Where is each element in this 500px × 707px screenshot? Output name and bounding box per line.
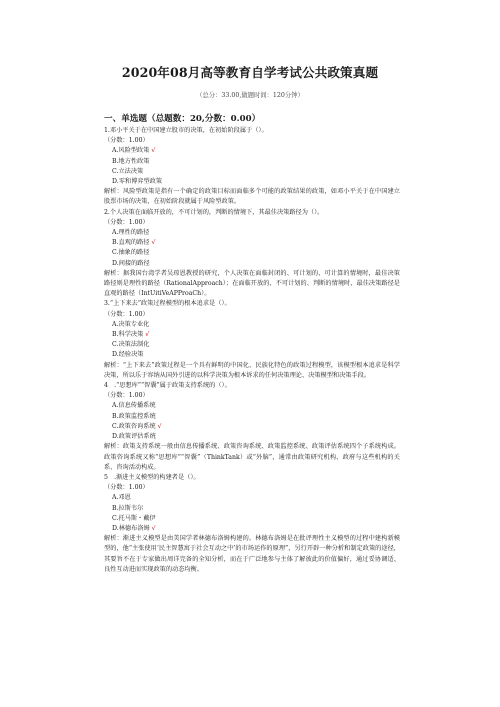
question-stem: 5 .渐进主义模型的构建者是（）。 bbox=[104, 473, 200, 481]
option-text: D.政策评估系统 bbox=[112, 433, 156, 441]
option-text: C.立法决策 bbox=[112, 167, 144, 175]
answer-option bbox=[104, 146, 400, 156]
question-item bbox=[104, 126, 400, 208]
answer-option bbox=[104, 504, 400, 514]
option-text: D.林德布洛姆 bbox=[112, 524, 150, 532]
correct-mark: √ bbox=[157, 422, 162, 430]
answer-option bbox=[104, 177, 400, 187]
answer-option bbox=[104, 167, 400, 177]
answer-analysis: 解析：据我国台湾学者吴琼恩教授的研究，个人决策在面临封闭的、可计划的、可计算的情境时，最佳决策路径则是理性的路径（RationalApproach）；在面临开放的、不可计划的、判断的情境时，最佳决策路径是直观的路径（IntUitiVeAPProaCh）。 bbox=[104, 269, 400, 298]
exam-meta: （总分：33.00,做题时间：120分钟） bbox=[196, 92, 304, 99]
option-text: B.拉斯韦尔 bbox=[112, 504, 144, 512]
option-text: C.决策法制化 bbox=[112, 341, 150, 349]
answer-analysis: 解析：“上下来去”政策过程是一个具有鲜明的中国化、民族化特色的政策过程模型，该模型根本追求是科学决策，所以乐于容纳从国外引进的以科学决策为根本诉求的任何决策理论、决策模型和决策手段。 bbox=[104, 361, 400, 379]
correct-mark: √ bbox=[151, 239, 156, 247]
answer-option bbox=[104, 350, 400, 360]
option-text: D.零和博弈型政策 bbox=[112, 178, 163, 186]
answer-option bbox=[104, 401, 400, 411]
question-score: （分数：1.00） bbox=[104, 310, 149, 318]
answer-option bbox=[104, 228, 400, 238]
question-stem: 2.个人决策在面临开放的，不可计划的，判断的情境下，其最佳决策路径为（）。 bbox=[104, 208, 324, 216]
question-item bbox=[104, 208, 400, 300]
question-score: （分数：1.00） bbox=[104, 137, 149, 145]
answer-option bbox=[104, 432, 400, 442]
answer-option bbox=[104, 422, 400, 432]
option-text: A.决策专业化 bbox=[112, 320, 150, 328]
answer-analysis: 解析：政策支持系统一般由信息传播系统、政策咨询系统、政策监控系统、政策评估系统四个子系统构成。政策咨询系统又称“思想库”“智囊”（ThinkTank）或“外脑”，通常由政策研究机构、政府与这些机构的关系、咨询活动构成。 bbox=[104, 443, 400, 471]
answer-option bbox=[104, 259, 400, 269]
question-item bbox=[104, 381, 400, 473]
correct-mark: √ bbox=[145, 331, 150, 339]
option-text: A.邓恩 bbox=[112, 494, 131, 502]
answer-option bbox=[104, 248, 400, 258]
option-text: A.信息传播系统 bbox=[112, 402, 156, 410]
option-text: B.直观的路径 bbox=[112, 239, 150, 247]
question-score: （分数：1.00） bbox=[104, 484, 149, 492]
section-heading: 一、单选题（总题数：20,分数：0.00） bbox=[104, 114, 261, 124]
correct-mark: √ bbox=[151, 524, 156, 532]
answer-analysis: 解析：渐进主义模型是由美国学者林德布洛姆构建的。林德布洛姆是在批评理性主义模型的过程中建构新模型的，他“主张使用‘民主智慧寓于社会互动之中’的市场运作的原理”，另行开辟一种分析和制定政策的途径，其要旨不在于专家做出周详完备的全知分析，而在于广泛地参与主体了解彼此的价值偏好，通过妥协调适、良性互动进而实现政策的动态均衡。 bbox=[104, 535, 400, 573]
answer-option bbox=[104, 340, 400, 350]
option-text: B.政策监控系统 bbox=[112, 412, 156, 420]
option-text: D.间接的路径 bbox=[112, 259, 150, 267]
option-text: C.抽象的路径 bbox=[112, 249, 150, 257]
correct-mark: √ bbox=[151, 147, 156, 155]
question-score: （分数：1.00） bbox=[104, 218, 149, 226]
question-stem: 1.邓小平关于在中国建立股市的决策，在初始阶段属于（）。 bbox=[104, 127, 268, 134]
question-list bbox=[104, 126, 400, 575]
question-stem: 4 .“思想库”“智囊”属于政策支持系统的（）。 bbox=[104, 382, 231, 390]
option-text: A.风险型政策 bbox=[112, 147, 150, 155]
answer-option bbox=[104, 320, 400, 330]
answer-option bbox=[104, 514, 400, 524]
answer-option bbox=[104, 238, 400, 248]
option-text: D.经验决策 bbox=[112, 351, 144, 359]
question-item bbox=[104, 299, 400, 381]
answer-option bbox=[104, 157, 400, 167]
answer-option bbox=[104, 524, 400, 534]
answer-option bbox=[104, 330, 400, 340]
question-stem: 3.“上下来去”政策过程模型的根本追求是（）。 bbox=[104, 300, 231, 308]
option-text: C.托马斯・戴伊 bbox=[112, 514, 156, 522]
answer-option bbox=[104, 493, 400, 503]
option-text: B.地方性政策 bbox=[112, 157, 150, 165]
answer-option bbox=[104, 412, 400, 422]
option-text: A.理性的路径 bbox=[112, 229, 150, 237]
question-score: （分数：1.00） bbox=[104, 392, 149, 400]
option-text: B.科学决策 bbox=[112, 331, 144, 339]
option-text: C.政策咨询系统 bbox=[112, 422, 156, 430]
question-item bbox=[104, 473, 400, 575]
document-title: 2020年08月高等教育自学考试公共政策真题 bbox=[121, 65, 379, 80]
answer-analysis: 解析：风险型政策是指有一个确定的政策目标而面临多个可能的政策结果的政策，如邓小平关于在中国建立股票市场的决策，在初始阶段就属于风险型政策。 bbox=[104, 188, 400, 206]
